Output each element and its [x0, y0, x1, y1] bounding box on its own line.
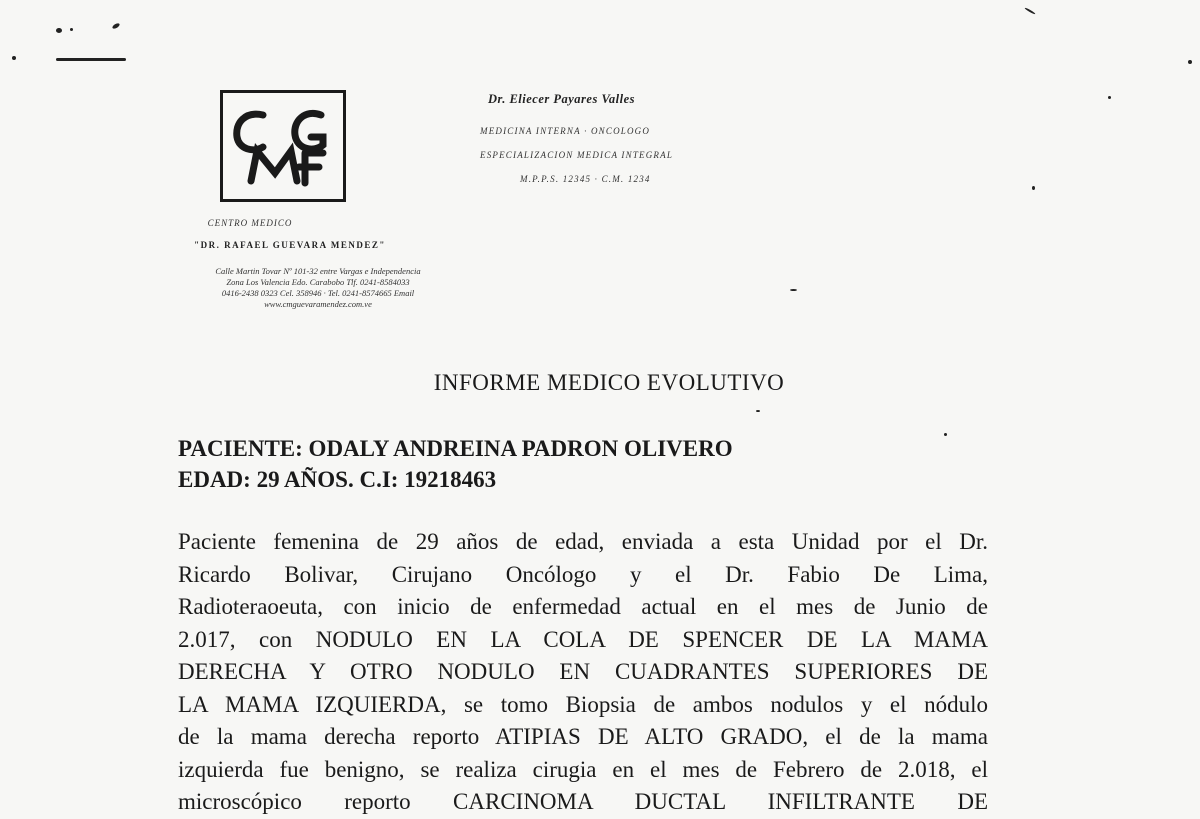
scan-mark	[1188, 60, 1192, 64]
center-subname: "DR. RAFAEL GUEVARA MENDEZ"	[194, 240, 386, 250]
address-line: Zona Los Valencia Edo. Carabobo Tlf. 0241-8584033	[226, 277, 410, 287]
scan-mark	[1108, 96, 1111, 99]
scan-mark	[1024, 7, 1035, 15]
body-line: LA MAMA IZQUIERDA, se tomo Biopsia de ambos nodulos y el nódulo	[178, 691, 988, 717]
scan-mark	[944, 433, 947, 436]
center-name: CENTRO MEDICO	[207, 218, 293, 228]
scan-mark	[12, 56, 16, 60]
body-line: Radioteraoeuta, con inicio de enfermedad actual en el mes de Junio de	[178, 594, 988, 619]
patient-name: PACIENTE: ODALY ANDREINA PADRON OLIVERO	[178, 436, 733, 461]
doctor-specialty: ESPECIALIZACION MEDICA INTEGRAL	[480, 150, 674, 160]
body-line: Ricardo Bolivar, Cirujano Oncólogo y el Dr. Fabio De Lima,	[178, 561, 988, 587]
scan-mark	[790, 289, 797, 291]
patient-info	[178, 433, 733, 495]
address-line: www.cmguevaramendez.com.ve	[264, 299, 372, 309]
body-line: Paciente femenina de 29 años de edad, enviada a esta Unidad por el Dr.	[178, 529, 988, 554]
scan-mark	[56, 58, 126, 61]
center-address	[148, 266, 488, 310]
body-line: de la mama derecha reporto ATIPIAS DE ALTO GRADO, el de la mama	[178, 724, 988, 749]
doctor-specialty: MEDICINA INTERNA · ONCOLOGO	[480, 126, 651, 136]
scan-mark	[756, 410, 760, 412]
body-line: microscópico reporto CARCINOMA DUCTAL INFILTRANTE DE	[178, 789, 988, 814]
document-title: INFORME MEDICO EVOLUTIVO	[433, 370, 785, 395]
scan-mark	[1032, 186, 1035, 190]
body-line: izquierda fue benigno, se realiza cirugia en el mes de Febrero de 2.018, el	[178, 756, 988, 782]
doctor-name: Dr. Eliecer Payares Valles	[488, 92, 636, 106]
address-line: Calle Martin Tovar Nº 101-32 entre Vargas e Independencia	[215, 266, 421, 276]
body-line: 2.017, con NODULO EN LA COLA DE SPENCER DE LA MAMA	[178, 626, 988, 652]
body-line: DERECHA Y OTRO NODULO EN CUADRANTES SUPERIORES DE	[178, 659, 988, 684]
scan-mark	[70, 28, 73, 31]
doctor-registration: M.P.P.S. 12345 · C.M. 1234	[520, 174, 651, 184]
address-line: 0416-2438 0323 Cel. 358946 · Tel. 0241-8574665 Email	[221, 288, 415, 298]
patient-age-id: EDAD: 29 AÑOS. C.I: 19218463	[178, 467, 497, 492]
logo-icon	[223, 93, 343, 199]
scan-mark	[112, 22, 121, 29]
report-body	[178, 526, 988, 819]
scan-mark	[56, 28, 62, 33]
clinic-logo	[220, 90, 346, 202]
